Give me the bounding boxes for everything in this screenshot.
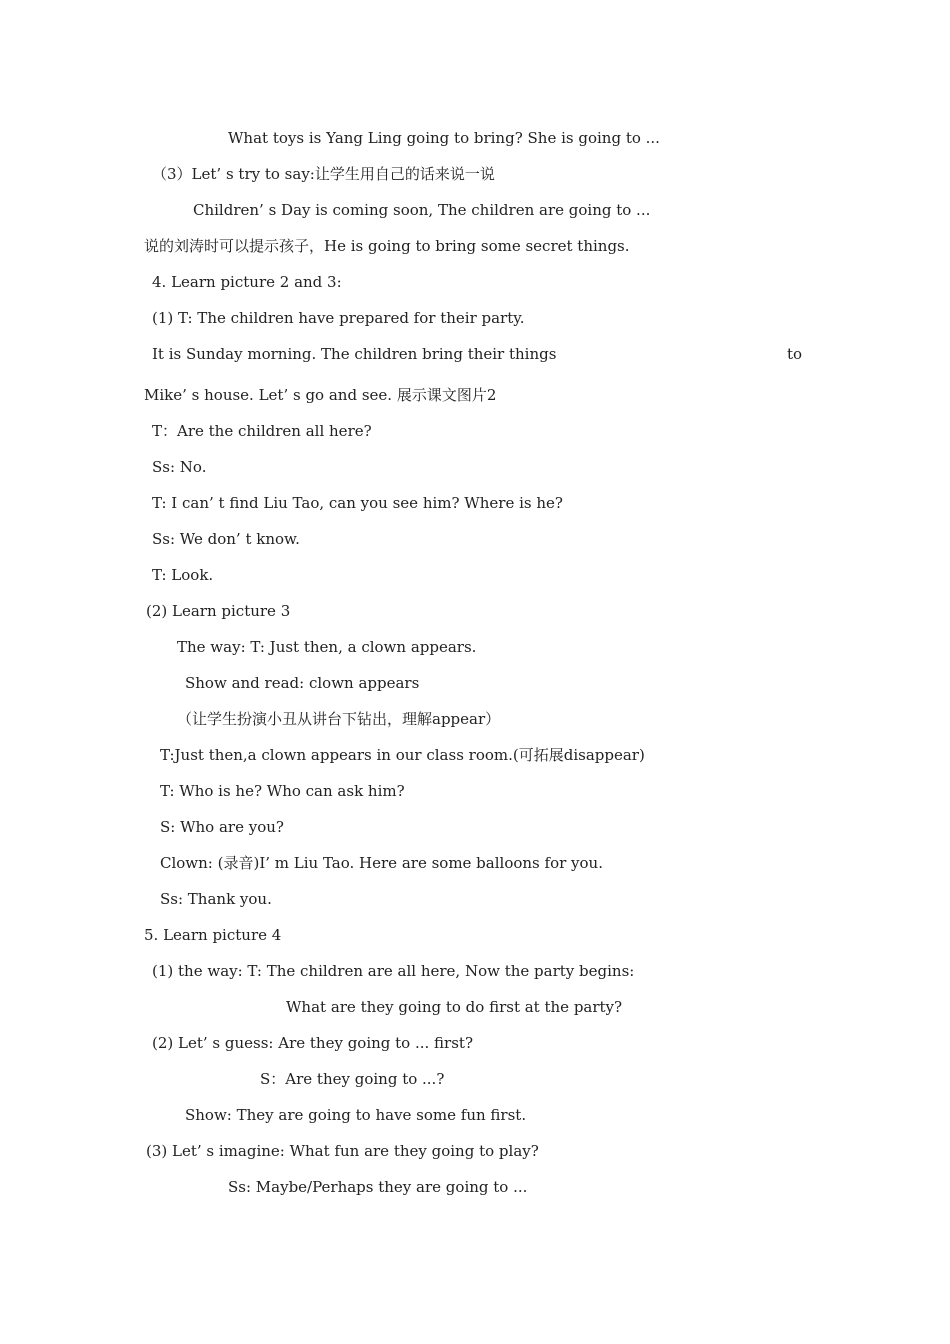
text-line: （让学生扮演小丑从讲台下钻出，理解appear） <box>177 710 501 728</box>
text-line: Ss: We don’ t know. <box>152 530 300 548</box>
text-line: Mike’ s house. Let’ s go and see. 展示课文图片2 <box>144 386 497 404</box>
text-line: T:Just then,a clown appears in our class room.(可拓展disappear) <box>160 746 645 764</box>
text-line: T: Look. <box>152 566 214 584</box>
text-line: 4. Learn picture 2 and 3: <box>152 273 342 291</box>
text-line: Show: They are going to have some fun first. <box>185 1106 527 1124</box>
text-line: Ss: Maybe/Perhaps they are going to ... <box>228 1178 528 1196</box>
text-line: T: Who is he? Who can ask him? <box>160 782 405 800</box>
text-line: Ss: Thank you. <box>160 890 272 908</box>
text-line: （3）Let’ s try to say:让学生用自己的话来说一说 <box>152 165 495 183</box>
text-line: What are they going to do first at the party? <box>286 998 623 1016</box>
text-line: T：Are the children all here? <box>152 422 372 440</box>
text-line: (2) Let’ s guess: Are they going to ... first? <box>152 1034 473 1052</box>
text-line: It is Sunday morning. The children bring their things <box>152 345 557 363</box>
text-line: Clown: (录音)I’ m Liu Tao. Here are some balloons for you. <box>160 854 603 872</box>
text-line: (3) Let’ s imagine: What fun are they going to play? <box>146 1142 539 1160</box>
text-line: to <box>787 345 803 363</box>
text-line: (2) Learn picture 3 <box>146 602 291 620</box>
text-line: 说的刘涛时可以提示孩子，He is going to bring some secret things. <box>144 237 630 255</box>
text-line: The way: T: Just then, a clown appears. <box>177 638 477 656</box>
text-line: Show and read: clown appears <box>185 674 420 692</box>
text-line: (1) T: The children have prepared for their party. <box>152 309 525 327</box>
text-line: Children’ s Day is coming soon, The children are going to ... <box>193 201 651 219</box>
text-line: Ss: No. <box>152 458 207 476</box>
text-line: S：Are they going to ...? <box>260 1070 445 1088</box>
text-line: 5. Learn picture 4 <box>144 926 282 944</box>
text-line: (1) the way: T: The children are all here, Now the party begins: <box>152 962 635 980</box>
text-line: T: I can’ t find Liu Tao, can you see him? Where is he? <box>152 494 563 512</box>
text-line: What toys is Yang Ling going to bring? She is going to ... <box>228 129 660 147</box>
text-line: S: Who are you? <box>160 818 284 836</box>
